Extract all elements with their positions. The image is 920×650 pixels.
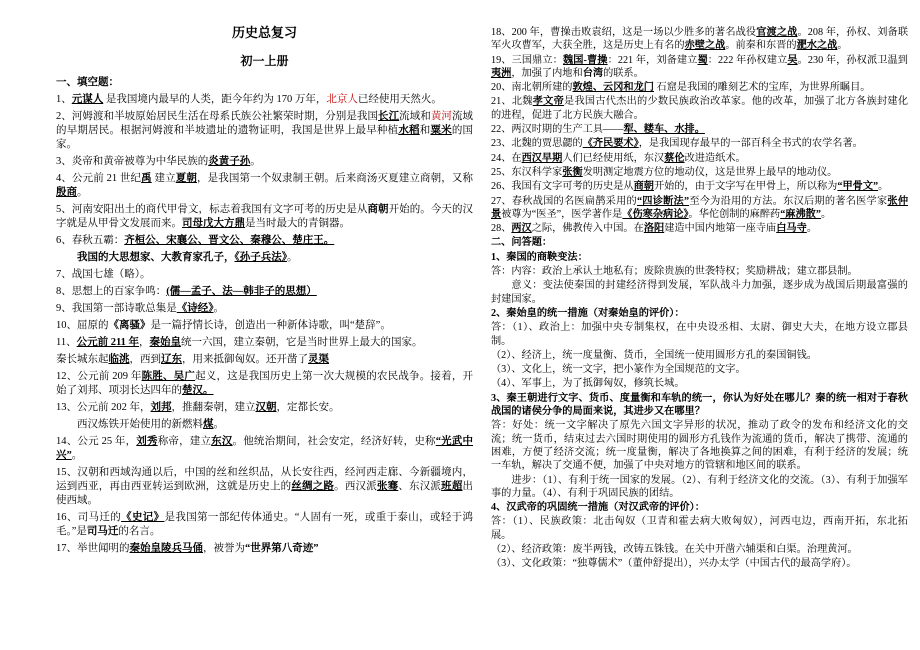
highlighted-term: “四诊断法” [636, 195, 690, 207]
highlighted-term: 楚汉。 [182, 385, 214, 396]
text-run: 2、河姆渡和半坡原始居民生活在母系氏族公社繁荣时期，分别是我国 [56, 111, 379, 122]
highlighted-term: 辽东 [161, 354, 182, 365]
highlighted-term: 秦始皇 [149, 337, 182, 348]
paragraph [56, 370, 473, 398]
highlighted-term: “世界第八奇迹” [245, 543, 319, 554]
highlighted-term: 水稻 [398, 125, 420, 136]
text-run: 11、 [56, 337, 77, 348]
highlighted-term: 我国的大思想家、大教育家孔子， [77, 252, 235, 263]
highlighted-term: 洛阳 [643, 223, 665, 235]
text-run: 是我国古代杰出的少数民族政治改革家。他的改革，加强了北方各族封建化的进程，促进了北方民族大融合。 [491, 96, 909, 121]
text-run: 的国家。 [56, 125, 474, 150]
text-run: 10、屈原的 [56, 320, 109, 331]
paragraph [491, 123, 908, 136]
highlighted-term: 白马寺 [776, 223, 807, 235]
text-run: 流域的早期居民。根据河姆渡和半坡遗址的遗物证明，我国是世界上最早种植 [56, 111, 474, 136]
text-run: 。 [71, 450, 83, 461]
highlighted-term: 赤壁之战 [684, 40, 726, 52]
text-run: 。208 年，孙权、刘备联军火攻曹军，大获全胜，这是历史上有名的 [491, 27, 909, 52]
highlighted-term: 2、秦始皇的统一措施（对秦始皇的评价）： [491, 307, 685, 319]
paragraph [491, 377, 908, 390]
highlighted-term: 蔡伦 [664, 152, 685, 164]
text-run: 28、 [491, 223, 512, 235]
right-column [491, 26, 908, 642]
text-run: 之际，佛教传入中国。在 [531, 223, 644, 235]
text-run: 。 [287, 252, 298, 263]
text-run: ：221 年，刘备建立 [607, 54, 698, 66]
paragraph [491, 26, 908, 53]
paragraph [491, 137, 908, 150]
paragraph [491, 557, 908, 570]
highlighted-term: 灵渠 [308, 354, 329, 365]
highlighted-term: 张仲景 [491, 195, 909, 220]
highlighted-term: 台湾 [582, 67, 604, 79]
text-run: 答：（1）、民族政策：北击匈奴（卫青和霍去病大败匈奴），河西屯边，西南开拓，东北拓展。 [491, 516, 908, 541]
text-run: 17、举世闻明的 [56, 543, 130, 554]
highlighted-term: 炎黄子孙 [208, 156, 251, 167]
highlighted-term: 二、问答题： [491, 237, 553, 249]
text-run: 。 [820, 208, 832, 220]
paragraph [56, 110, 473, 152]
text-run: 。 [77, 187, 88, 198]
page-title: 历史总复习 [231, 25, 297, 40]
text-run: 19、三国鼎立： [491, 54, 563, 66]
paragraph [491, 279, 908, 306]
highlighted-term: 商朝 [367, 204, 389, 215]
text-run: 开始的，由于文字写在甲骨上，所以称为 [654, 181, 838, 193]
text-run: 5、河南安阳出土的商代甲骨文，标志着我国有文字可考的历史是从 [56, 204, 368, 215]
text-run: （3）、文化上，统一文字，把小篆作为全国规范的文字。 [491, 364, 746, 376]
highlighted-term: 东汉 [211, 436, 233, 447]
paragraph [491, 543, 908, 556]
text-run: 进步：（1）、有利于统一国家的发展。（2）、有利于经济文化的交流。（3）、有利于加强军事的力量。（4）、有利于巩固民族的团结。 [491, 474, 908, 499]
highlighted-term: 淝水之战 [796, 40, 838, 52]
highlighted-term: 蜀 [697, 54, 708, 66]
highlighted-term: 齐桓公、宋襄公、晋文公、秦穆公、楚庄王。 [124, 235, 335, 246]
paragraph [56, 418, 473, 432]
highlighted-term: 临洮 [108, 354, 130, 365]
paragraph [491, 236, 908, 249]
text-run: 。 [878, 181, 889, 193]
text-run: 已经使用天然火。 [357, 94, 442, 105]
paragraph [56, 268, 473, 282]
highlighted-term: 商朝 [633, 181, 654, 193]
text-run: 是当时最大的青铜器。 [245, 218, 350, 229]
highlighted-term: 刘秀 [136, 436, 158, 447]
paragraph [56, 172, 473, 200]
text-run: 被尊为“医圣”，医学著作是 [501, 208, 623, 220]
paragraph [56, 302, 473, 316]
paragraph [56, 542, 473, 556]
highlighted-term: 犁、耧车、水排。 [623, 124, 705, 136]
paragraph [56, 401, 473, 415]
highlighted-term: 《孙子兵法》 [234, 252, 287, 263]
highlighted-term: 1、秦国的商鞅变法： [491, 251, 588, 263]
highlighted-term: 西汉早期 [521, 152, 563, 164]
highlighted-term: 《诗经》 [176, 303, 214, 314]
text-run: 24、在 [491, 152, 522, 164]
text-run: 18、200 年，曹操击败袁绍，这是一场以少胜多的著名战役 [491, 27, 757, 38]
text-run: 的联系。 [603, 67, 644, 79]
text-run: 。 [213, 419, 224, 430]
paragraph [56, 285, 473, 299]
highlighted-term: 敦煌、云冈和龙门 [572, 82, 654, 94]
paragraph [56, 203, 473, 231]
highlighted-term: 3、秦王朝进行文字、货币、度量衡和车轨的统一，你认为好处在哪儿？秦的统一相对于春秋战国的诸侯分争的局面来说，其进步又在哪里？ [491, 392, 908, 418]
text-run: ， [139, 337, 150, 348]
paragraph [56, 336, 473, 350]
text-run: 是一篇抒情长诗，创造出一种新体诗歌，叫“楚辞”。 [150, 320, 391, 331]
highlighted-term: 煤 [203, 419, 214, 430]
highlighted-term: 《伤寒杂病论》 [622, 208, 689, 220]
text-run: 。 [806, 223, 817, 235]
text-run: 西汉炼铁开始使用的新燃料 [77, 419, 203, 430]
text-run: 改进造纸术。 [684, 152, 746, 164]
text-run: 13、公元前 202 年， [56, 402, 151, 413]
text-run: ，推翻秦朝，建立 [171, 402, 256, 413]
text-run: ，定都长安。 [276, 402, 340, 413]
paragraph [491, 419, 908, 472]
text-run: 26、我国有文字可考的历史是从 [491, 181, 634, 193]
highlighted-term: 《史记》 [121, 512, 165, 523]
paragraph [491, 265, 908, 278]
paragraph [491, 251, 908, 264]
highlighted-term: 北京人 [326, 94, 358, 105]
highlighted-term: “光武中兴” [56, 436, 474, 461]
text-run: ，用来抵御匈奴。还开凿了 [182, 354, 308, 365]
page-subtitle: 初一上册 [240, 54, 289, 68]
text-run: 石窟是我国的雕刻艺术的宝库，为世界所瞩目。 [654, 82, 871, 94]
highlighted-term: 丝绸之路 [291, 481, 335, 492]
text-run: 20、南北朝所建的 [491, 82, 573, 94]
text-run: 。 [837, 40, 848, 52]
highlighted-term: 班超 [441, 481, 463, 492]
text-run: 称帝，建立 [157, 436, 212, 447]
text-run: （4）、军事上，为了抵御匈奴，修筑长城。 [491, 378, 685, 390]
text-run: （3）、文化政策：“独尊儒术”（董仲舒提出），兴办太学（中国古代的最高学府）。 [491, 558, 857, 570]
right-paragraphs [491, 26, 908, 571]
paragraph [491, 166, 908, 179]
paragraph [491, 95, 908, 122]
text-run: ，是我国第一个奴隶制王朝。后来商汤灭夏建立商朝，又称 [196, 173, 474, 184]
text-run: 秦长城东起 [56, 354, 109, 365]
text-run: 答：（1）、政治上：加强中央专制集权，在中央设丞相、太尉、御史大夫，在地方设立郡县制。 [491, 322, 908, 347]
highlighted-term: 禹 [141, 173, 152, 184]
highlighted-term: 夷洲 [491, 67, 512, 79]
paragraph [56, 353, 473, 367]
text-run: 人们已经使用纸，东汉 [562, 152, 665, 164]
highlighted-term: 《齐民要术》 [582, 138, 639, 150]
highlighted-term: 殷商 [56, 187, 77, 198]
text-run: 。前秦和东晋的 [725, 40, 797, 52]
text-run: 16、司马迁的 [56, 512, 122, 523]
paragraph [56, 319, 473, 333]
left-paragraphs [56, 76, 473, 556]
paragraph [56, 466, 473, 508]
text-run: 。他统治期间，社会安定，经济好转，史称 [232, 436, 436, 447]
highlighted-term: 《离骚》 [108, 320, 151, 331]
text-run: 。 [213, 303, 224, 314]
text-run: 1、 [56, 94, 72, 105]
text-run: ，加强了内地和 [511, 67, 583, 79]
highlighted-term: 粟米 [430, 125, 452, 136]
text-run: 21、北魏 [491, 96, 533, 108]
paragraph [56, 76, 473, 90]
text-run: ，是我国现存最早的一部百科全书式的农学名著。 [638, 138, 863, 150]
highlighted-term: 吴 [787, 54, 798, 66]
text-run: 3、炎帝和黄帝被尊为中华民族的 [56, 156, 209, 167]
text-run: ：222 年孙权建立 [707, 54, 788, 66]
text-run: 22、两汉时期的生产工具—— [491, 124, 624, 136]
text-run: 。230 年，孙权派卫温到 [797, 54, 908, 66]
highlighted-term: 魏国-曹操 [562, 54, 608, 66]
left-column [56, 26, 473, 642]
highlighted-term: 一、填空题： [56, 77, 119, 88]
text-run: ，被誉为 [203, 543, 245, 554]
text-run: 15、汉朝和西域沟通以后，中国的丝和丝织品，从长安往西，经河西走廊、今新疆境内，运到西亚，再由西亚转运到欧洲，这就是历史上的 [56, 467, 473, 492]
highlighted-term: 张骞 [376, 481, 399, 492]
highlighted-term: 陈胜、吴广 [141, 371, 196, 382]
highlighted-term: “甲骨文” [837, 181, 879, 193]
highlighted-term: 司母戊大方鼎 [182, 218, 245, 229]
highlighted-term: 秦始皇陵兵马俑 [129, 543, 203, 554]
paragraph [56, 234, 473, 248]
highlighted-term: 汉朝 [255, 402, 277, 413]
highlighted-term: 刘邦 [150, 402, 172, 413]
text-run: （2）、经济上，统一度量衡、货币，全国统一使用圆形方孔的秦国铜钱。 [491, 349, 817, 361]
highlighted-term: 官渡之战 [756, 27, 798, 38]
paragraph [491, 307, 908, 320]
text-run: 。 [250, 156, 261, 167]
highlighted-term: 张衡 [562, 166, 583, 178]
paragraph [491, 180, 908, 193]
text-run: 4、公元前 21 世纪 [56, 173, 142, 184]
paragraph [491, 81, 908, 94]
paragraph [491, 152, 908, 165]
text-run: 起义，这是我国历史上第一次大规模的农民战争。接着，开始了刘邦、项羽长达四年的 [56, 371, 474, 396]
highlighted-term: 司马迁 [86, 526, 119, 537]
highlighted-term: 两汉 [511, 223, 532, 235]
paragraph [491, 363, 908, 376]
text-run: 是我国境内最早的人类，距今年约为 170 万年， [103, 94, 327, 105]
text-run: 答：好处：统一文字解决了原先六国文字异形的状况，推动了政令的发布和经济文化的交流；统一货币，结束过去六国时期使用的圆形方孔钱作为流通的货币，解决了携带、流通的困难，方便了经济交流；统一度量衡，解决了各地换算之间的困难，有利于经济的发展；统一车轨，解决了交通不便，加强了中央对地方的管辖和地区间的联系。 [491, 420, 908, 472]
highlighted-term: 孝文帝 [532, 96, 565, 108]
text-run: 统一六国，建立秦朝，它是当时世界上最大的国家。 [181, 337, 423, 348]
paragraph [56, 511, 473, 539]
text-run: 、东汉派 [398, 481, 442, 492]
paragraph [491, 474, 908, 501]
highlighted-term: 长江 [378, 111, 400, 122]
text-run: 8、思想上的百家争鸣： [56, 286, 167, 297]
text-run: 14、公元 25 年， [56, 436, 137, 447]
highlighted-term: 元谋人 [71, 94, 104, 105]
paragraph [56, 251, 473, 265]
text-run: ，西到 [129, 354, 161, 365]
text-run: 发明测定地震方位的地动仪，这是世界上最早的地动仪。 [582, 166, 838, 178]
text-run: 答：内容：政治上承认土地私有；废除贵族的世袭特权；奖励耕战；建立郡县制。 [491, 266, 858, 278]
text-run: 流域和 [399, 111, 431, 122]
text-run: 开始的。今天的汉字就是从甲骨文发展而来。 [56, 204, 474, 229]
text-run: 和 [419, 125, 431, 136]
text-run: 建立 [151, 173, 176, 184]
paragraph [491, 321, 908, 348]
text-run: 意义：变法使秦国的封建经济得到发展，军队战斗力加强，逐步成为战国后期最富强的封建国家。 [491, 280, 908, 305]
text-run: （2）、经济政策：废半两钱，改铸五铢钱。在关中开凿六辅渠和白渠。治理黄河。 [491, 543, 858, 555]
text-run: 出使西域。 [56, 481, 474, 506]
paragraph [491, 195, 908, 222]
paragraph [56, 93, 473, 107]
paragraph [491, 392, 908, 419]
paragraph [491, 349, 908, 362]
paragraph [491, 222, 908, 235]
highlighted-term: 4、汉武帝的巩固统一措施（对汉武帝的评价）： [491, 502, 705, 514]
text-run: 至今为沿用的方法。东汉后期的著名医学家 [689, 195, 888, 207]
highlighted-term: (儒—孟子、法—韩非子的思想） [166, 286, 317, 297]
text-run: 是我国第一部纪传体通史。“人固有一死，或重于泰山，或轻于鸿毛。”是 [56, 512, 473, 537]
text-run: 。华佗创制的麻醉药 [688, 208, 781, 220]
text-run: 7、战国七雄（略）。 [56, 269, 151, 280]
paragraph [491, 54, 908, 81]
text-run: 建造中国内地第一座寺庙 [664, 223, 777, 235]
text-run: 6、春秋五霸： [56, 235, 125, 246]
text-run: 23、北魏的贾思勰的 [491, 138, 583, 150]
text-run: 。西汉派 [334, 481, 377, 492]
highlighted-term: 公元前 211 年 [76, 337, 140, 348]
paragraph [491, 515, 908, 542]
text-run: 9、我国第一部诗歌总集是 [56, 303, 177, 314]
paragraph [56, 155, 473, 169]
highlighted-term: 夏朝 [175, 173, 197, 184]
text-run: 27、春秋战国的名医扁鹊采用的 [491, 195, 637, 207]
highlighted-term: 黄河 [430, 111, 452, 122]
paragraph [56, 435, 473, 463]
highlighted-term: “麻沸散” [780, 208, 821, 220]
text-run: 的名言。 [118, 526, 161, 537]
text-run: 25、东汉科学家 [491, 166, 563, 178]
paragraph [491, 501, 908, 514]
text-run: 12、公元前 209 年 [56, 371, 142, 382]
